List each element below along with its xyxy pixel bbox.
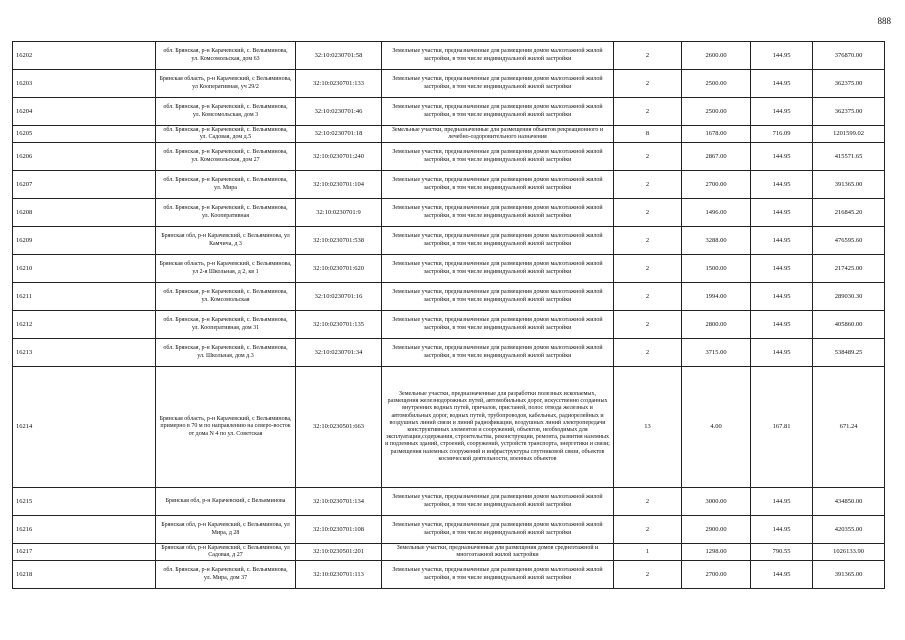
address-cell: Брянская область, р-н Карачевский, с Вельяминова, ул 2-я Школьная, д 2, кв 1 <box>156 255 296 283</box>
specific-value-cell: 144.95 <box>751 339 813 367</box>
address-cell: Брянская область, р-н Карачевский, с Вельяминова, примерно в 70 м по направлению на северо-восток от дома N 4 по ул. Советская <box>156 367 296 488</box>
use-group-cell: 2 <box>614 199 682 227</box>
area-cell: 2500.00 <box>682 98 751 126</box>
address-cell: обл. Брянская, р-н Карачевский, с. Вельяминова, ул. Мира <box>156 171 296 199</box>
use-group-cell: 13 <box>614 367 682 488</box>
row-number: 16216 <box>13 516 156 544</box>
permitted-use-cell: Земельные участки, предназначенные для размещения домов малоэтажной жилой застройки, в том числе индивидуальной жилой застройки <box>382 70 614 98</box>
permitted-use-cell: Земельные участки, предназначенные для размещения домов малоэтажной жилой застройки, в том числе индивидуальной жилой застройки <box>382 42 614 70</box>
address-cell: обл. Брянская, р-н Карачевский, с. Вельяминова, ул. Садовая, дом д.5 <box>156 126 296 143</box>
row-number: 16210 <box>13 255 156 283</box>
use-group-cell: 1 <box>614 544 682 561</box>
cadastral-number-cell: 32:10:0230701:134 <box>296 488 382 516</box>
row-number: 16211 <box>13 283 156 311</box>
area-cell: 2800.00 <box>682 311 751 339</box>
address-cell: обл. Брянская, р-н Карачевский, с. Вельяминова, ул. Комсомольская, дом 27 <box>156 143 296 171</box>
row-number: 16208 <box>13 199 156 227</box>
use-group-cell: 2 <box>614 283 682 311</box>
cadastral-number-cell: 32:10:0230701:104 <box>296 171 382 199</box>
row-number: 16214 <box>13 367 156 488</box>
row-number: 16217 <box>13 544 156 561</box>
area-cell: 1496.00 <box>682 199 751 227</box>
page-number: 888 <box>877 16 891 26</box>
address-cell: Брянская обл, р-н Карачевский, с Вельяминова, ул Мира, д 28 <box>156 516 296 544</box>
area-cell: 3000.00 <box>682 488 751 516</box>
cadastral-number-cell: 32:10:0230701:108 <box>296 516 382 544</box>
cadastral-value-cell: 362375.00 <box>813 70 885 98</box>
cadastral-number-cell: 32:10:0230701:46 <box>296 98 382 126</box>
area-cell: 2500.00 <box>682 70 751 98</box>
permitted-use-cell: Земельные участки, предназначенные для размещения домов малоэтажной жилой застройки, в том числе индивидуальной жилой застройки <box>382 227 614 255</box>
permitted-use-cell: Земельные участки, предназначенные для размещения домов малоэтажной жилой застройки, в том числе индивидуальной жилой застройки <box>382 339 614 367</box>
cadastral-value-cell: 391365.00 <box>813 561 885 589</box>
cadastral-number-cell: 32:10:0230701:620 <box>296 255 382 283</box>
permitted-use-cell: Земельные участки, предназначенные для разработки полезных ископаемых, размещения железнодорожных путей, автомобильных дорог, искусственно созданных внутренних водных путей, причалов, пристаней, полос отвода железных и автомобильных дорог, водных путей, трубопроводов, кабельных, радиорелейных и воздушных линий связи и линий радиофикации, воздушных линий электропередачи конструктивных элементов и сооружений, объектов, необходимых для эксплуатации,содержания, строительства, реконструкции, ремонта, развития наземных и подземных зданий, строений, сооружений, устройств транспорта, энергетики и связи; размещения наземных сооружений и инфраструктуры спутниковой связи, объектов космической деятельности, военных объектов <box>382 367 614 488</box>
use-group-cell: 2 <box>614 227 682 255</box>
address-cell: Брянская обл, р-н Карачевский, с Вельяминова, ул Камчича, д 3 <box>156 227 296 255</box>
area-cell: 4.00 <box>682 367 751 488</box>
table-row <box>13 367 885 488</box>
cadastral-number-cell: 32:10:0230701:18 <box>296 126 382 143</box>
cadastral-number-cell: 32:10:0230701:240 <box>296 143 382 171</box>
area-cell: 2600.00 <box>682 42 751 70</box>
address-cell: обл. Брянская, р-н Карачевский, с. Вельяминова, ул. Кооперативная, дом 31 <box>156 311 296 339</box>
area-cell: 1500.00 <box>682 255 751 283</box>
area-cell: 3288.00 <box>682 227 751 255</box>
row-number: 16218 <box>13 561 156 589</box>
specific-value-cell: 144.95 <box>751 311 813 339</box>
permitted-use-cell: Земельные участки, предназначенные для размещения домов малоэтажной жилой застройки, в том числе индивидуальной жилой застройки <box>382 255 614 283</box>
table-row <box>13 561 885 589</box>
permitted-use-cell: Земельные участки, предназначенные для размещения домов малоэтажной жилой застройки, в том числе индивидуальной жилой застройки <box>382 171 614 199</box>
cadastral-number-cell: 32:10:0230701:58 <box>296 42 382 70</box>
table-body <box>13 42 885 589</box>
use-group-cell: 2 <box>614 98 682 126</box>
cadastral-value-cell: 538489.25 <box>813 339 885 367</box>
cadastral-number-cell: 32:10:0230501:201 <box>296 544 382 561</box>
specific-value-cell: 144.95 <box>751 283 813 311</box>
area-cell: 3715.00 <box>682 339 751 367</box>
cadastral-value-cell: 376870.00 <box>813 42 885 70</box>
specific-value-cell: 144.95 <box>751 98 813 126</box>
address-cell: Брянская обл, р-н Карачевский, с Вельяминова, ул Садовая, д 27 <box>156 544 296 561</box>
cadastral-value-cell: 289030.30 <box>813 283 885 311</box>
specific-value-cell: 167.81 <box>751 367 813 488</box>
specific-value-cell: 144.95 <box>751 171 813 199</box>
cadastral-value-cell: 476595.60 <box>813 227 885 255</box>
use-group-cell: 2 <box>614 488 682 516</box>
row-number: 16206 <box>13 143 156 171</box>
cadastral-value-cell: 434850.00 <box>813 488 885 516</box>
cadastral-number-cell: 32:10:0230501:663 <box>296 367 382 488</box>
specific-value-cell: 144.95 <box>751 42 813 70</box>
table-row <box>13 98 885 126</box>
cadastral-number-cell: 32:10:0230701:16 <box>296 283 382 311</box>
table-row <box>13 339 885 367</box>
permitted-use-cell: Земельные участки, предназначенные для размещения домов малоэтажной жилой застройки, в том числе индивидуальной жилой застройки <box>382 488 614 516</box>
table-row <box>13 70 885 98</box>
specific-value-cell: 144.95 <box>751 488 813 516</box>
table-row <box>13 255 885 283</box>
area-cell: 2900.00 <box>682 516 751 544</box>
area-cell: 1298.00 <box>682 544 751 561</box>
use-group-cell: 2 <box>614 516 682 544</box>
use-group-cell: 2 <box>614 143 682 171</box>
address-cell: обл. Брянская, р-н Карачевский, с. Вельяминова, ул. Комсомольская, дом 3 <box>156 98 296 126</box>
permitted-use-cell: Земельные участки, предназначенные для размещения домов малоэтажной жилой застройки, в том числе индивидуальной жилой застройки <box>382 199 614 227</box>
row-number: 16212 <box>13 311 156 339</box>
permitted-use-cell: Земельные участки, предназначенные для размещения домов малоэтажной жилой застройки, в том числе индивидуальной жилой застройки <box>382 283 614 311</box>
table-row <box>13 42 885 70</box>
use-group-cell: 8 <box>614 126 682 143</box>
row-number: 16213 <box>13 339 156 367</box>
row-number: 16204 <box>13 98 156 126</box>
cadastral-number-cell: 32:10:0230701:34 <box>296 339 382 367</box>
area-cell: 1678.00 <box>682 126 751 143</box>
permitted-use-cell: Земельные участки, предназначенные для размещения домов малоэтажной жилой застройки, в том числе индивидуальной жилой застройки <box>382 561 614 589</box>
use-group-cell: 2 <box>614 339 682 367</box>
table-row <box>13 199 885 227</box>
cadastral-value-cell: 362375.00 <box>813 98 885 126</box>
land-registry-table <box>12 41 885 589</box>
permitted-use-cell: Земельные участки, предназначенные для размещения домов малоэтажной жилой застройки, в том числе индивидуальной жилой застройки <box>382 98 614 126</box>
use-group-cell: 2 <box>614 171 682 199</box>
area-cell: 1994.00 <box>682 283 751 311</box>
cadastral-value-cell: 1026133.90 <box>813 544 885 561</box>
table-row <box>13 143 885 171</box>
permitted-use-cell: Земельные участки, предназначенные для размещения домов среднеэтажной и многоэтажной жилой застройки <box>382 544 614 561</box>
row-number: 16215 <box>13 488 156 516</box>
specific-value-cell: 790.55 <box>751 544 813 561</box>
cadastral-value-cell: 1201599.02 <box>813 126 885 143</box>
address-cell: обл. Брянская, р-н Карачевский, с. Вельяминова, ул. Кооперативная <box>156 199 296 227</box>
use-group-cell: 2 <box>614 42 682 70</box>
cadastral-number-cell: 32:10:0230701:538 <box>296 227 382 255</box>
table-row <box>13 516 885 544</box>
row-number: 16205 <box>13 126 156 143</box>
cadastral-value-cell: 420355.00 <box>813 516 885 544</box>
table-row <box>13 227 885 255</box>
table-row <box>13 544 885 561</box>
use-group-cell: 2 <box>614 561 682 589</box>
use-group-cell: 2 <box>614 70 682 98</box>
cadastral-number-cell: 32:10:0230701:133 <box>296 70 382 98</box>
cadastral-number-cell: 32:10:0230701:113 <box>296 561 382 589</box>
area-cell: 2700.00 <box>682 171 751 199</box>
table-row <box>13 283 885 311</box>
use-group-cell: 2 <box>614 255 682 283</box>
specific-value-cell: 144.95 <box>751 227 813 255</box>
cadastral-value-cell: 216845.20 <box>813 199 885 227</box>
address-cell: обл. Брянская, р-н Карачевский, с. Вельяминова, ул. Комсомольская <box>156 283 296 311</box>
area-cell: 2867.00 <box>682 143 751 171</box>
address-cell: обл. Брянская, р-н Карачевский, с. Вельяминова, ул. Школьная, дом д.3 <box>156 339 296 367</box>
specific-value-cell: 144.95 <box>751 143 813 171</box>
row-number: 16203 <box>13 70 156 98</box>
address-cell: обл. Брянская, р-н Карачевский, с. Вельяминова, ул. Комсомольская, дом 63 <box>156 42 296 70</box>
use-group-cell: 2 <box>614 311 682 339</box>
permitted-use-cell: Земельные участки, предназначенные для размещения домов малоэтажной жилой застройки, в том числе индивидуальной жилой застройки <box>382 143 614 171</box>
area-cell: 2700.00 <box>682 561 751 589</box>
table-row <box>13 126 885 143</box>
specific-value-cell: 716.09 <box>751 126 813 143</box>
specific-value-cell: 144.95 <box>751 70 813 98</box>
row-number: 16207 <box>13 171 156 199</box>
table-row <box>13 311 885 339</box>
table-row <box>13 488 885 516</box>
cadastral-number-cell: 32:10:0230701:135 <box>296 311 382 339</box>
permitted-use-cell: Земельные участки, предназначенные для размещения объектов рекреационного и лечебно-оздоровительного назначения <box>382 126 614 143</box>
permitted-use-cell: Земельные участки, предназначенные для размещения домов малоэтажной жилой застройки, в том числе индивидуальной жилой застройки <box>382 311 614 339</box>
specific-value-cell: 144.95 <box>751 255 813 283</box>
cadastral-value-cell: 217425.00 <box>813 255 885 283</box>
specific-value-cell: 144.95 <box>751 561 813 589</box>
row-number: 16202 <box>13 42 156 70</box>
cadastral-value-cell: 415571.65 <box>813 143 885 171</box>
address-cell: Брянская обл, р-н Карачевский, с Вельяминова <box>156 488 296 516</box>
table-row <box>13 171 885 199</box>
address-cell: Брянская область, р-н Карачевский, с Вельяминова, ул Кооперативная, уч 29/2 <box>156 70 296 98</box>
specific-value-cell: 144.95 <box>751 516 813 544</box>
cadastral-value-cell: 405860.00 <box>813 311 885 339</box>
cadastral-number-cell: 32:10:0230701:9 <box>296 199 382 227</box>
cadastral-value-cell: 391365.00 <box>813 171 885 199</box>
permitted-use-cell: Земельные участки, предназначенные для размещения домов малоэтажной жилой застройки, в том числе индивидуальной жилой застройки <box>382 516 614 544</box>
specific-value-cell: 144.95 <box>751 199 813 227</box>
row-number: 16209 <box>13 227 156 255</box>
address-cell: обл. Брянская, р-н Карачевский, с. Вельяминова, ул. Мира, дом 37 <box>156 561 296 589</box>
cadastral-value-cell: 671.24 <box>813 367 885 488</box>
